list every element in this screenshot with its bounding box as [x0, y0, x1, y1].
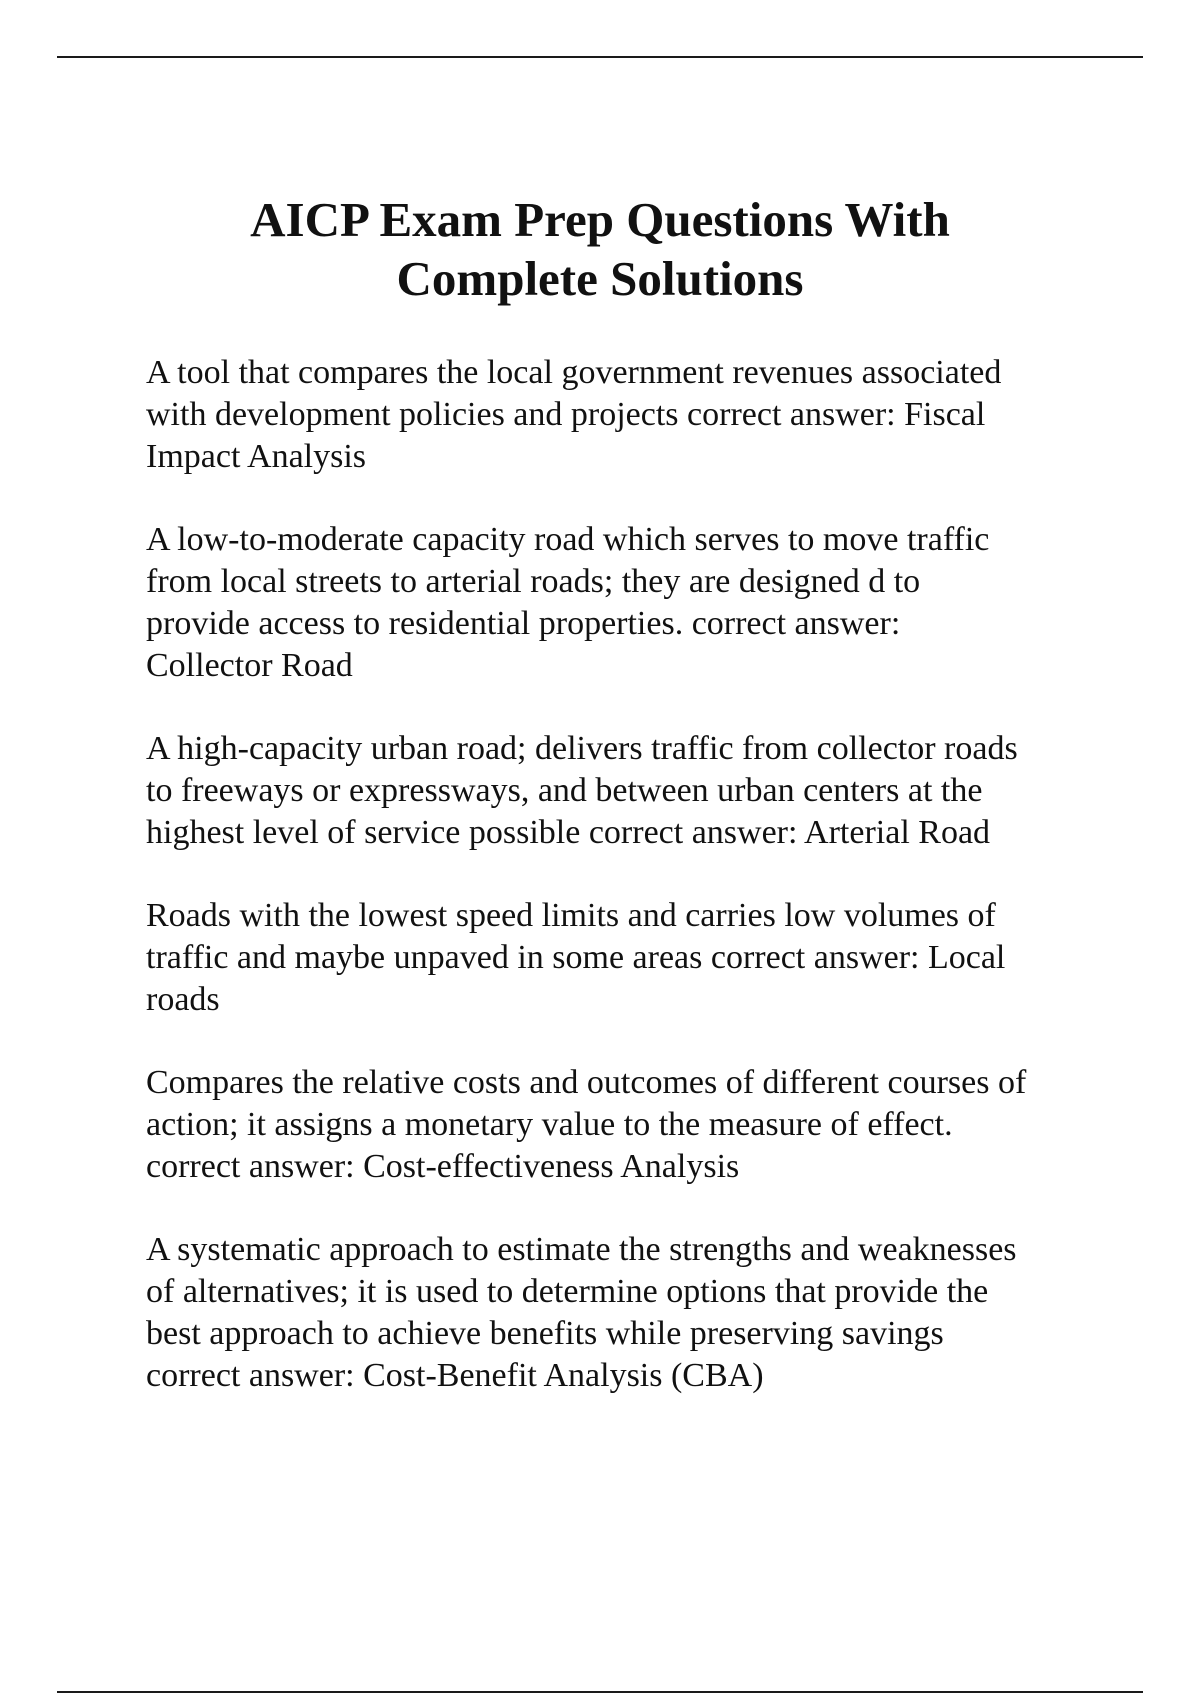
title-line-2: Complete Solutions — [396, 251, 804, 306]
title-line-1: AICP Exam Prep Questions With — [250, 192, 950, 247]
question-line: action; it assigns a monetary value to the measure of effect. — [146, 1106, 953, 1143]
question-line: from local streets to arterial roads; they are designed d to — [146, 563, 921, 600]
question-line: Compares the relative costs and outcomes of different courses of — [146, 1064, 1027, 1101]
question-line: A high-capacity urban road; delivers traffic from collector roads — [146, 730, 1018, 767]
question-line: provide access to residential properties. correct answer: — [146, 605, 901, 642]
question-line: roads — [146, 981, 220, 1018]
question-line: Collector Road — [146, 647, 353, 684]
question-line: with development policies and projects correct answer: Fiscal — [146, 396, 986, 433]
question-line: best approach to achieve benefits while preserving savings — [146, 1315, 944, 1352]
question-list — [146, 352, 1106, 1438]
bottom-rule — [57, 1691, 1143, 1693]
question-item-3 — [146, 728, 1106, 854]
question-line: Roads with the lowest speed limits and carries low volumes of — [146, 897, 996, 934]
page-title — [0, 190, 1200, 308]
question-item-5 — [146, 1062, 1106, 1188]
question-line: correct answer: Cost-effectiveness Analysis — [146, 1148, 740, 1185]
question-line: A low-to-moderate capacity road which serves to move traffic — [146, 521, 990, 558]
question-line: A tool that compares the local government revenues associated — [146, 354, 1002, 391]
question-line: correct answer: Cost-Benefit Analysis (CBA) — [146, 1357, 764, 1394]
question-item-1 — [146, 352, 1106, 478]
top-rule — [57, 56, 1143, 58]
question-line: traffic and maybe unpaved in some areas correct answer: Local — [146, 939, 1006, 976]
question-line: of alternatives; it is used to determine options that provide the — [146, 1273, 989, 1310]
question-item-4 — [146, 895, 1106, 1021]
question-line: A systematic approach to estimate the strengths and weaknesses — [146, 1231, 1017, 1268]
question-line: Impact Analysis — [146, 438, 367, 475]
question-line: highest level of service possible correct answer: Arterial Road — [146, 814, 991, 851]
question-item-2 — [146, 519, 1106, 687]
question-item-6 — [146, 1229, 1106, 1397]
question-line: to freeways or expressways, and between urban centers at the — [146, 772, 983, 809]
